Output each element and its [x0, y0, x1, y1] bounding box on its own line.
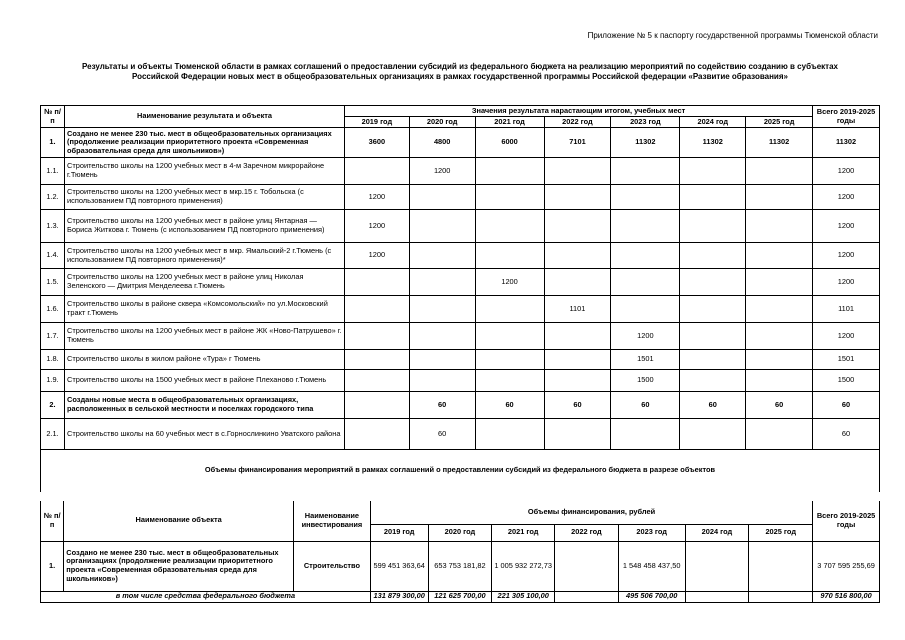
value-cell: [345, 419, 410, 450]
value-cell: 4800: [409, 128, 475, 158]
total-cell: 1501: [813, 350, 880, 370]
year-header: 2024 год: [680, 117, 746, 128]
value-cell: 11302: [611, 128, 680, 158]
value-cell: [475, 243, 544, 269]
row-name: Строительство школы в районе сквера «Комсомольский» по ул.Московский тракт г.Тюмень: [65, 296, 345, 323]
fin-col-total-header: Всего 2019-2025 годы: [813, 501, 880, 541]
table-row: [41, 210, 880, 243]
year-header: 2022 год: [544, 117, 611, 128]
table-row: [41, 296, 880, 323]
fin-col-group-header: Объемы финансирования, рублей: [370, 501, 812, 524]
fin-row-number: 1.: [41, 541, 64, 591]
total-cell: 1200: [813, 269, 880, 296]
fin-sub-value-cell: [555, 591, 619, 602]
value-cell: [680, 350, 746, 370]
row-number: 1.3.: [41, 210, 65, 243]
row-name: Строительство школы на 1200 учебных мест в 4-м Заречном микрорайоне г.Тюмень: [65, 158, 345, 185]
value-cell: 1501: [611, 350, 680, 370]
fin-value-cell: [555, 541, 619, 591]
total-cell: 60: [813, 419, 880, 450]
total-cell: 11302: [813, 128, 880, 158]
value-cell: [345, 370, 410, 392]
value-cell: 3600: [345, 128, 410, 158]
value-cell: 60: [409, 392, 475, 419]
value-cell: [345, 392, 410, 419]
table-row: [41, 243, 880, 269]
value-cell: [345, 269, 410, 296]
row-name: Строительство школы на 1200 учебных мест в районе ЖК «Ново-Патрушево» г. Тюмень: [65, 323, 345, 350]
heading-line-2: Российской Федерации новых мест в общеобразовательных организациях в рамках государственной программы Российской федерации «Развитие образования»: [132, 72, 788, 81]
value-cell: 1200: [475, 269, 544, 296]
fin-table-row: [41, 541, 880, 591]
value-cell: 11302: [746, 128, 813, 158]
year-header: 2023 год: [618, 524, 685, 541]
table-row: [41, 419, 880, 450]
value-cell: [409, 243, 475, 269]
value-cell: [409, 210, 475, 243]
value-cell: [746, 296, 813, 323]
value-cell: [680, 323, 746, 350]
table-row: [41, 350, 880, 370]
row-name: Строительство школы на 1200 учебных мест в мкр.15 г. Тобольска (с использованием ПД повторного применения): [65, 185, 345, 210]
row-number: 1.9.: [41, 370, 65, 392]
value-cell: [475, 370, 544, 392]
year-header: 2023 год: [611, 117, 680, 128]
value-cell: [680, 185, 746, 210]
value-cell: [345, 323, 410, 350]
value-cell: [475, 350, 544, 370]
value-cell: [611, 185, 680, 210]
row-number: 1.4.: [41, 243, 65, 269]
fin-row-name: Создано не менее 230 тыс. мест в общеобразовательных организациях (продолжение реализации приоритетного проекта «Современная образовательная среда для школьников»): [64, 541, 294, 591]
fin-col-name-header: Наименование объекта: [64, 501, 294, 541]
row-number: 1.8.: [41, 350, 65, 370]
value-cell: [544, 323, 611, 350]
table-row: [41, 323, 880, 350]
value-cell: 1200: [611, 323, 680, 350]
value-cell: [680, 370, 746, 392]
value-cell: [409, 350, 475, 370]
col-name-header: Наименование результата и объекта: [65, 106, 345, 128]
fin-sub-value-cell: 495 506 700,00: [618, 591, 685, 602]
financing-table: [40, 501, 880, 603]
value-cell: 1200: [345, 185, 410, 210]
value-cell: [746, 210, 813, 243]
value-cell: [680, 158, 746, 185]
results-table: [40, 105, 880, 492]
value-cell: 60: [611, 392, 680, 419]
value-cell: [746, 158, 813, 185]
table-row: [41, 128, 880, 158]
fin-sub-value-cell: [685, 591, 749, 602]
value-cell: [544, 210, 611, 243]
row-number: 1.: [41, 128, 65, 158]
value-cell: 6000: [475, 128, 544, 158]
year-header: 2021 год: [475, 117, 544, 128]
value-cell: 60: [680, 392, 746, 419]
value-cell: 60: [544, 392, 611, 419]
value-cell: 1200: [409, 158, 475, 185]
row-name: Строительство школы в жилом районе «Тура» г Тюмень: [65, 350, 345, 370]
value-cell: 1200: [345, 210, 410, 243]
year-header: 2024 год: [685, 524, 749, 541]
total-cell: 1500: [813, 370, 880, 392]
total-cell: 1200: [813, 210, 880, 243]
value-cell: [475, 296, 544, 323]
year-header: 2025 год: [746, 117, 813, 128]
value-cell: [746, 323, 813, 350]
value-cell: [746, 419, 813, 450]
value-cell: 60: [475, 392, 544, 419]
row-name: Строительство школы на 1200 учебных мест в районе улиц Янтарная — Бориса Житкова г. Тюмень (с использованием ПД повторного применения): [65, 210, 345, 243]
value-cell: [409, 323, 475, 350]
value-cell: 1101: [544, 296, 611, 323]
value-cell: [611, 158, 680, 185]
value-cell: [544, 419, 611, 450]
value-cell: [544, 158, 611, 185]
fin-sub-value-cell: 221 305 100,00: [492, 591, 555, 602]
heading-line-1: Результаты и объекты Тюменской области в рамках соглашений о предоставлении субсидий из федерального бюджета на реализацию мероприятий по содействию созданию в субъектах: [82, 62, 838, 71]
table-row: [41, 269, 880, 296]
value-cell: [345, 296, 410, 323]
year-header: 2022 год: [555, 524, 619, 541]
value-cell: 7101: [544, 128, 611, 158]
table-row: [41, 158, 880, 185]
col-group-header: Значения результата нарастающим итогом, учебных мест: [345, 106, 813, 117]
value-cell: [746, 243, 813, 269]
fin-value-cell: 599 451 363,64: [370, 541, 428, 591]
value-cell: [544, 243, 611, 269]
row-name: Создано не менее 230 тыс. мест в общеобразовательных организациях (продолжение реализации приоритетного проекта «Современная образовательная среда для школьников»): [65, 128, 345, 158]
total-cell: 1200: [813, 323, 880, 350]
row-number: 1.6.: [41, 296, 65, 323]
value-cell: [680, 243, 746, 269]
value-cell: [746, 350, 813, 370]
value-cell: [475, 323, 544, 350]
row-number: 1.1.: [41, 158, 65, 185]
value-cell: [611, 419, 680, 450]
value-cell: [746, 185, 813, 210]
value-cell: [409, 370, 475, 392]
year-header: 2020 год: [428, 524, 492, 541]
row-name: Строительство школы на 1200 учебных мест в мкр. Ямальский-2 г.Тюмень (с использованием ПД повторного применения)*: [65, 243, 345, 269]
value-cell: [544, 370, 611, 392]
value-cell: [611, 296, 680, 323]
row-name: Созданы новые места в общеобразовательных организациях, расположенных в сельской местности и поселках городского типа: [65, 392, 345, 419]
col-total-header: Всего 2019-2025 годы: [813, 106, 880, 128]
value-cell: [680, 419, 746, 450]
fin-value-cell: [749, 541, 813, 591]
fin-subrow: [41, 591, 880, 602]
fin-value-cell: 1 005 932 272,73: [492, 541, 555, 591]
value-cell: [544, 269, 611, 296]
fin-col-number-header: № п/п: [41, 501, 64, 541]
row-number: 1.7.: [41, 323, 65, 350]
fin-value-cell: [685, 541, 749, 591]
document-heading: [40, 62, 880, 82]
value-cell: 1200: [345, 243, 410, 269]
row-name: Строительство школы на 1200 учебных мест в районе улиц Николая Зеленского — Дмитрия Менделеева г.Тюмень: [65, 269, 345, 296]
fin-value-cell: 1 548 458 437,50: [618, 541, 685, 591]
value-cell: [345, 350, 410, 370]
fin-sub-value-cell: 121 625 700,00: [428, 591, 492, 602]
fin-sub-total-cell: 970 516 800,00: [813, 591, 880, 602]
value-cell: [409, 296, 475, 323]
value-cell: 60: [409, 419, 475, 450]
value-cell: [611, 210, 680, 243]
value-cell: 11302: [680, 128, 746, 158]
total-cell: 1200: [813, 243, 880, 269]
row-number: 1.2.: [41, 185, 65, 210]
value-cell: [611, 243, 680, 269]
financing-title: Объемы финансирования мероприятий в рамках соглашений о предоставлении субсидий из федерального бюджета в разрезе объектов: [41, 450, 880, 492]
value-cell: [409, 185, 475, 210]
value-cell: [345, 158, 410, 185]
total-cell: 60: [813, 392, 880, 419]
year-header: 2021 год: [492, 524, 555, 541]
value-cell: [409, 269, 475, 296]
value-cell: [746, 269, 813, 296]
row-name: Строительство школы на 1500 учебных мест в районе Плеханово г.Тюмень: [65, 370, 345, 392]
fin-sub-value-cell: [749, 591, 813, 602]
value-cell: [544, 185, 611, 210]
value-cell: 1500: [611, 370, 680, 392]
fin-row-invest: Строительство: [293, 541, 370, 591]
row-number: 2.1.: [41, 419, 65, 450]
value-cell: [746, 370, 813, 392]
year-header: 2019 год: [345, 117, 410, 128]
fin-subrow-label: в том числе средства федерального бюджета: [41, 591, 371, 602]
total-cell: 1101: [813, 296, 880, 323]
total-cell: 1200: [813, 185, 880, 210]
value-cell: [680, 210, 746, 243]
row-name: Строительство школы на 60 учебных мест в с.Горнослинкино Уватского района: [65, 419, 345, 450]
value-cell: [475, 419, 544, 450]
table-row: [41, 370, 880, 392]
value-cell: [475, 210, 544, 243]
value-cell: [544, 350, 611, 370]
year-header: 2025 год: [749, 524, 813, 541]
value-cell: [680, 269, 746, 296]
value-cell: [475, 185, 544, 210]
table-row: [41, 185, 880, 210]
fin-sub-value-cell: 131 879 300,00: [370, 591, 428, 602]
appendix-caption: Приложение № 5 к паспорту государственной программы Тюменской области: [587, 31, 878, 40]
value-cell: [475, 158, 544, 185]
value-cell: [680, 296, 746, 323]
fin-col-invest-header: Наименование инвестирования: [293, 501, 370, 541]
col-number-header: № п/п: [41, 106, 65, 128]
fin-value-cell: 653 753 181,82: [428, 541, 492, 591]
row-number: 2.: [41, 392, 65, 419]
table-row: [41, 392, 880, 419]
year-header: 2020 год: [409, 117, 475, 128]
value-cell: 60: [746, 392, 813, 419]
year-header: 2019 год: [370, 524, 428, 541]
value-cell: [611, 269, 680, 296]
total-cell: 1200: [813, 158, 880, 185]
row-number: 1.5.: [41, 269, 65, 296]
fin-total-cell: 3 707 595 255,69: [813, 541, 880, 591]
